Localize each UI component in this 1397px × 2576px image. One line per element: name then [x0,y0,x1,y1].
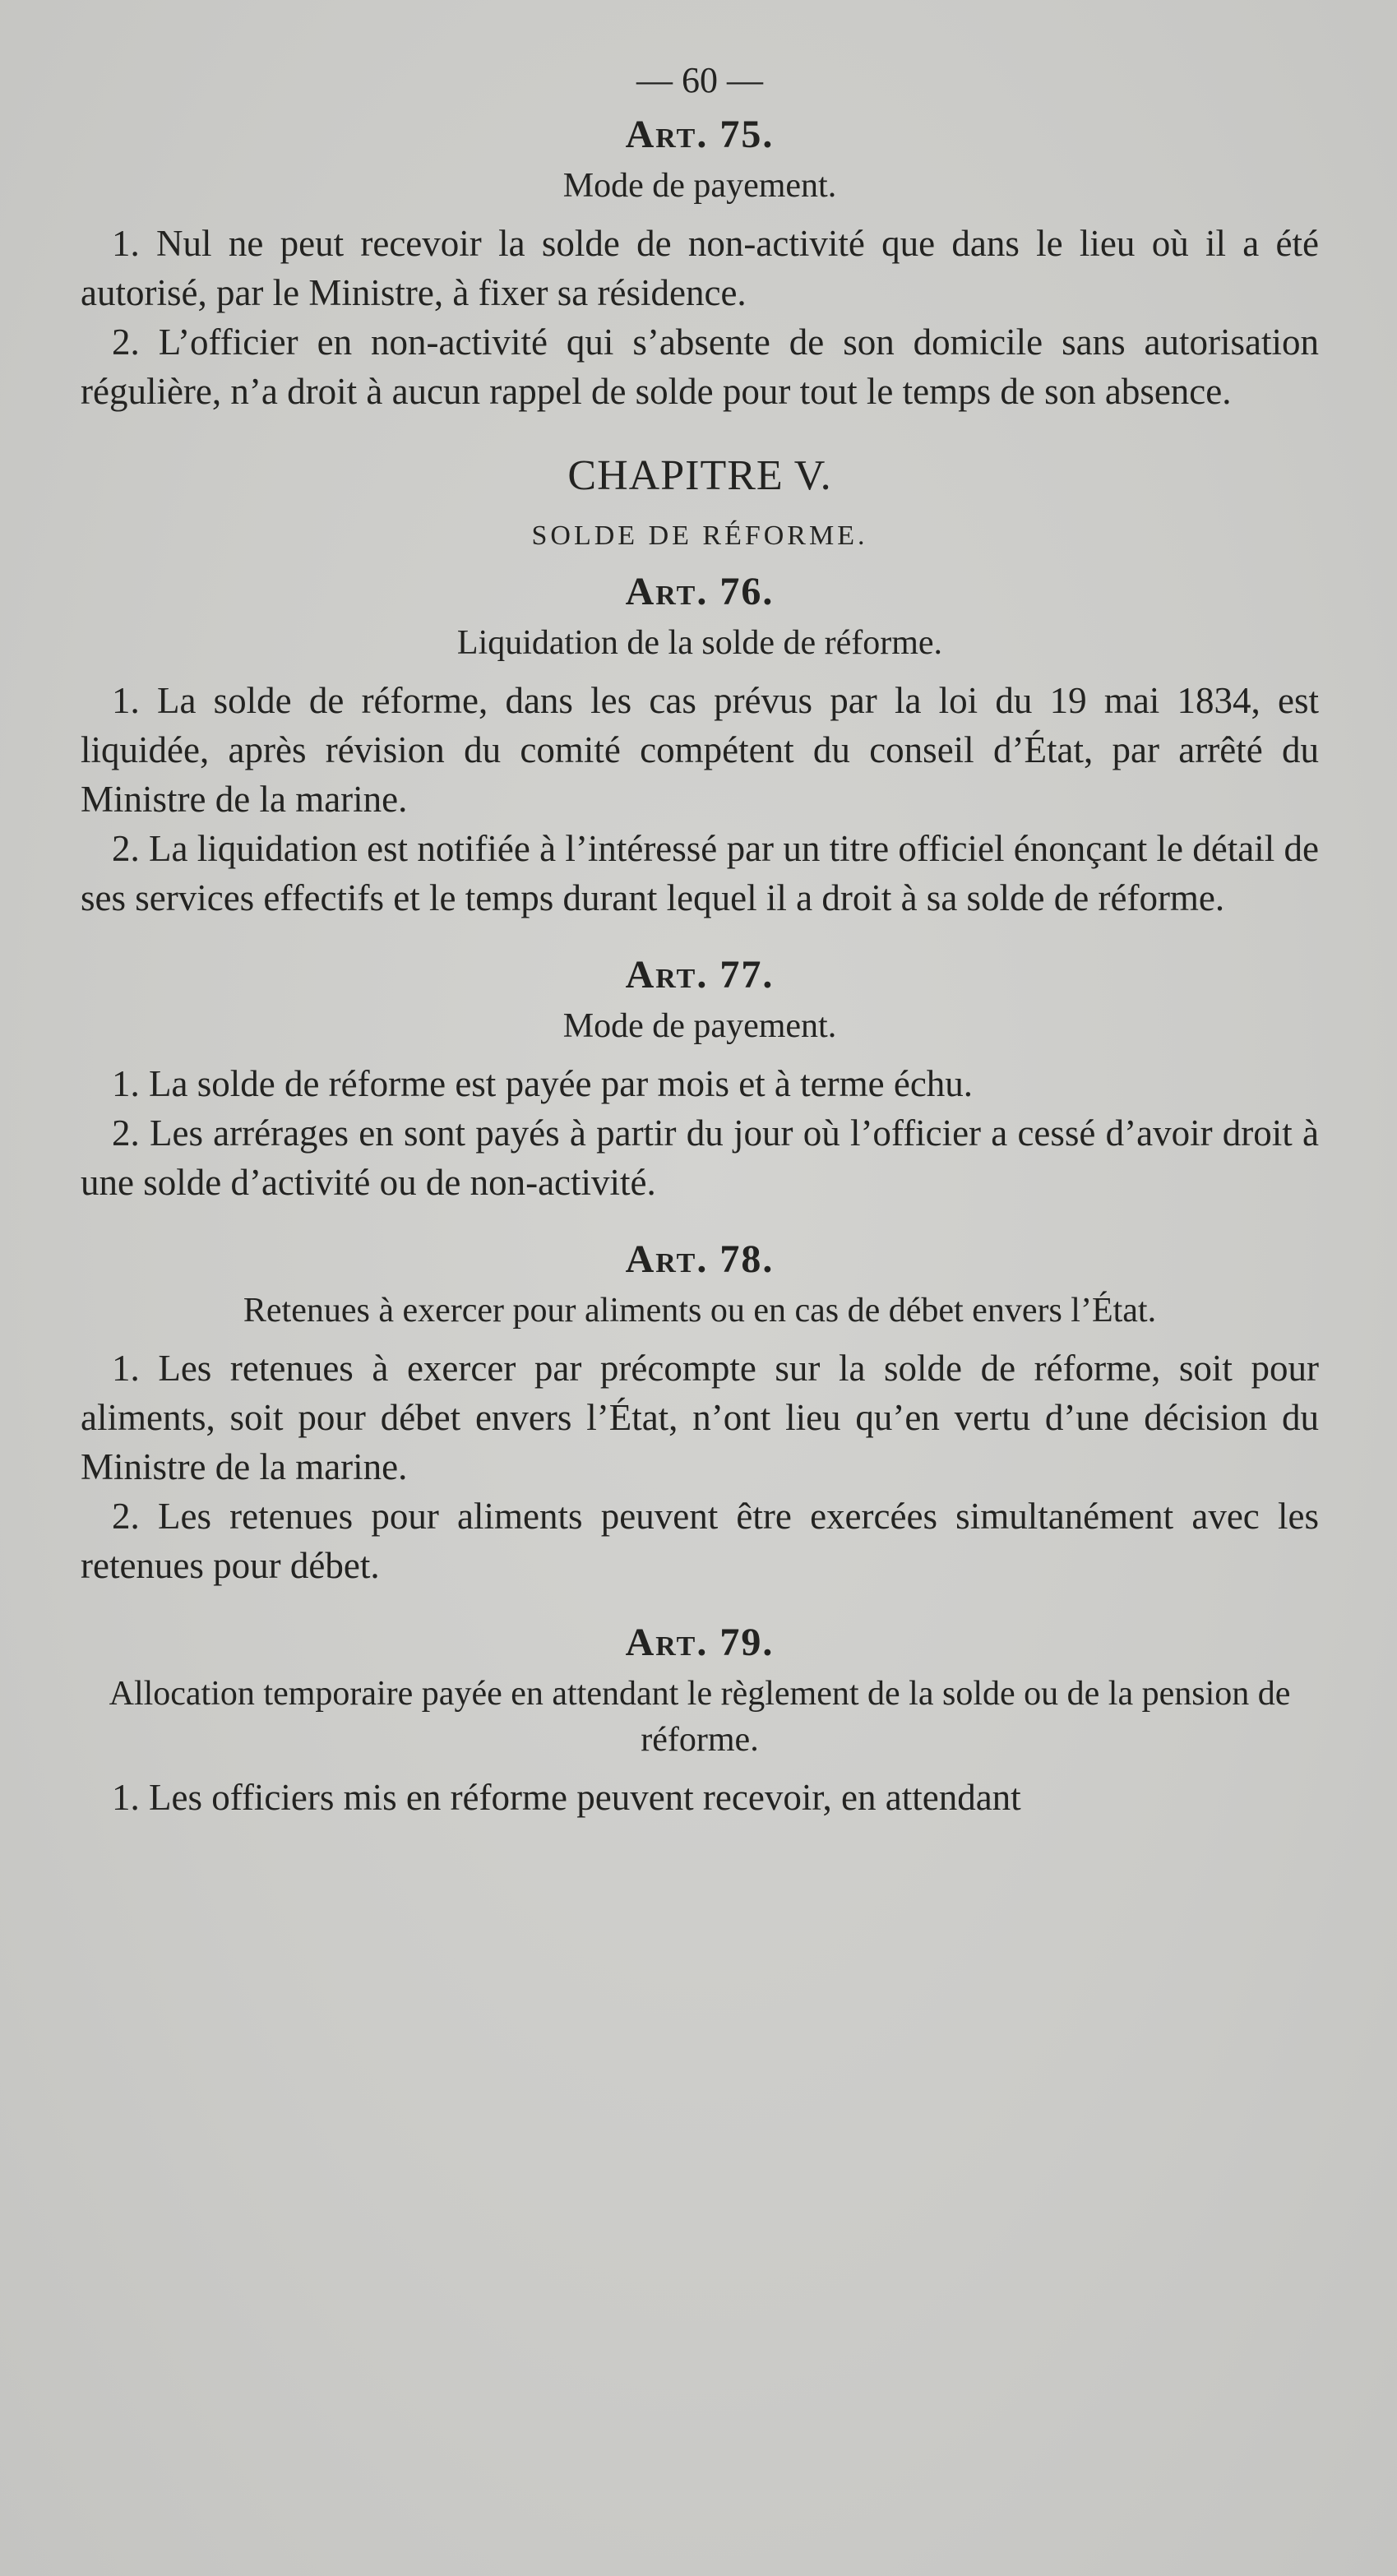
article-title: Art. 77. [625,953,775,997]
chapter-title: CHAPITRE V. [567,452,832,499]
article-title: Art. 79. [625,1621,775,1664]
paragraph: 1. La solde de réforme, dans les cas prévus par la loi du 19 mai 1834, est liquidée, après révision du comité compétent du conseil d’État, par arrêté du Ministre de la marine. [81,680,1319,820]
paragraph: 2. L’officier en non-activité qui s’absente de son domicile sans autorisation régulière, n’a droit à aucun rappel de solde pour tout le temps de son absence. [81,321,1319,412]
paragraph: 1. Nul ne peut recevoir la solde de non-activité que dans le lieu où il a été autorisé, par le Ministre, à fixer sa résidence. [81,223,1319,313]
paragraph: 1. Les retenues à exercer par précompte sur la solde de réforme, soit pour aliments, soit pour débet envers l’État, n’ont lieu qu’en vertu d’une décision du Ministre de la marine. [81,1348,1319,1487]
article-title: Art. 76. [625,570,775,613]
section-heading: SOLDE DE RÉFORME. [531,520,868,551]
article-subtitle: Retenues à exercer pour aliments ou en cas de débet envers l’État. [243,1292,1157,1330]
paragraph: 1. La solde de réforme est payée par mois et à terme échu. [112,1063,974,1104]
article-79 [81,1618,1319,1822]
page-content [81,58,1319,1822]
article-subtitle: Liquidation de la solde de réforme. [456,624,943,662]
article-subtitle: Mode de payement. [562,1007,837,1045]
spacer [81,1207,1319,1235]
paragraph: 2. La liquidation est notifiée à l’intéressé par un titre officiel énonçant le détail de ses services effectifs et le temps durant lequel il a droit à sa solde de réforme. [81,828,1319,918]
article-subtitle: Mode de payement. [562,167,837,205]
article-78 [81,1235,1319,1590]
article-76 [81,567,1319,923]
page-number: — 60 — [636,60,763,100]
article-title: Art. 75. [625,113,775,156]
paragraph: 2. Les arrérages en sont payés à partir du jour où l’officier a cessé d’avoir droit à une solde d’activité ou de non-activité. [81,1112,1319,1203]
paragraph: 2. Les retenues pour aliments peuvent être exercées simultanément avec les retenues pour débet. [81,1496,1319,1586]
article-title: Art. 78. [625,1237,775,1281]
article-75 [81,110,1319,416]
article-subtitle: Allocation temporaire payée en attendant le règlement de la solde ou de la pension de réforme. [109,1675,1291,1759]
spacer [81,1590,1319,1618]
paragraph: 1. Les officiers mis en réforme peuvent recevoir, en attendant [112,1777,1021,1818]
spacer [81,923,1319,950]
article-77 [81,950,1319,1207]
